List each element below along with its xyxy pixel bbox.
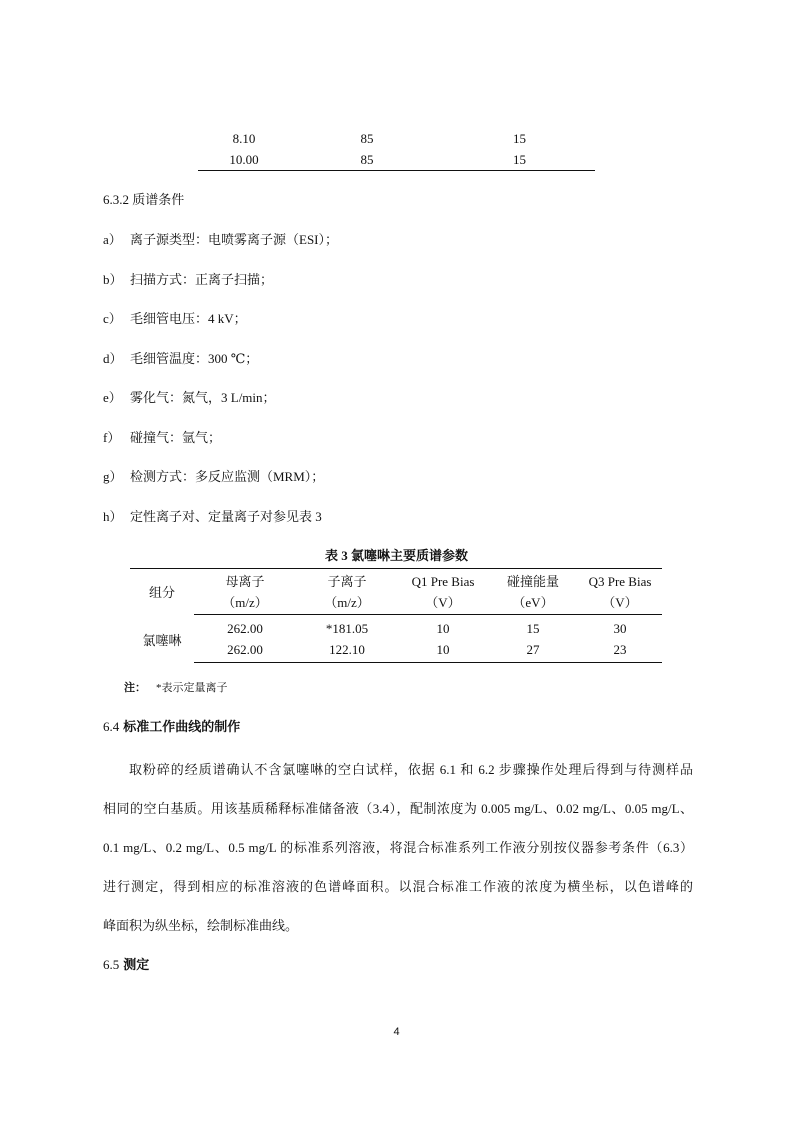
table-cell: 15 (513, 130, 526, 146)
table-cell: 27 (488, 639, 578, 663)
table-cell: 15 (526, 621, 540, 636)
column-header: 组分 (130, 569, 194, 615)
section-heading-6-5 (103, 954, 149, 973)
list-label: a） (103, 232, 122, 247)
column-unit: （V） (398, 592, 488, 615)
section-number: 6.4 (103, 719, 120, 734)
table-cell: 10.00 (198, 149, 290, 171)
column-header: Q1 Pre Bias (398, 569, 488, 593)
column-header: 碰撞能量 (488, 569, 578, 593)
list-text: 定性离子对、定量离子对参见表 3 (130, 509, 322, 524)
paragraph-line: 峰面积为纵坐标，绘制标准曲线。 (103, 918, 299, 933)
table-cell: 15 (444, 149, 595, 171)
table-header-row (130, 569, 662, 593)
component-cell: 氯噻啉 (142, 632, 182, 648)
list-text: 扫描方式：正离子扫描； (130, 272, 274, 287)
list-label: d） (103, 351, 123, 366)
list-item (103, 308, 247, 327)
list-label: e） (103, 390, 122, 405)
note-label: 注： (124, 682, 146, 694)
table-cell: 8.10 (232, 130, 256, 146)
ms-parameters-table (130, 568, 662, 663)
table-cell: *181.05 (325, 621, 369, 636)
list-item (103, 348, 258, 367)
note-text: *表示定量离子 (156, 682, 228, 694)
paragraph-line: 相同的空白基质。用该基质稀释标准储备液（3.4），配制浓度为 0.005 mg/L、0.02 mg/L、0.05 mg/L、 (103, 801, 693, 816)
section-heading-6-3-2: 6.3.2 质谱条件 (103, 192, 185, 207)
list-text: 毛细管电压：4 kV； (130, 311, 247, 326)
table-cell: 262.00 (194, 639, 296, 663)
paragraph-line: 0.1 mg/L、0.2 mg/L、0.5 mg/L 的标准系列溶液，将混合标准系列工作液分别按仪器参考条件（6.3） (103, 840, 693, 855)
table-row (198, 149, 595, 171)
table-row (130, 615, 662, 640)
list-label: f） (103, 430, 121, 445)
list-text: 检测方式：多反应监测（MRM）； (130, 469, 325, 484)
body-paragraph (103, 750, 693, 945)
column-unit: （eV） (488, 592, 578, 615)
list-item (103, 387, 276, 406)
paragraph-line: 进行测定，得到相应的标准溶液的色谱峰面积。以混合标准工作液的浓度为横坐标，以色谱峰的 (103, 879, 693, 894)
page-number: 4 (393, 1026, 400, 1038)
section-heading-6-4 (103, 716, 240, 735)
table-header-row (130, 592, 662, 615)
list-item (103, 466, 324, 485)
column-unit: （m/z） (296, 592, 398, 615)
list-item (103, 269, 273, 288)
list-label: g） (103, 469, 123, 484)
table-cell: 122.10 (296, 639, 398, 663)
column-unit: （m/z） (194, 592, 296, 615)
list-item (103, 427, 221, 446)
table-row (198, 128, 595, 149)
table-cell: 30 (613, 621, 627, 636)
section-title: 标准工作曲线的制作 (123, 719, 241, 734)
section-title: 测定 (123, 957, 150, 972)
column-header: Q3 Pre Bias (578, 569, 662, 593)
list-label: b） (103, 272, 123, 287)
table-row (130, 639, 662, 663)
paragraph-line: 取粉碎的经质谱确认不含氯噻啉的空白试样，依据 6.1 和 6.2 步骤操作处理后得到与待测样品 (129, 762, 693, 777)
list-text: 离子源类型：电喷雾离子源（ESI）； (130, 232, 339, 247)
column-unit: （V） (578, 592, 662, 615)
list-label: h） (103, 509, 123, 524)
list-text: 雾化气：氮气，3 L/min； (130, 390, 276, 405)
column-header: 子离子 (296, 569, 398, 593)
list-item (103, 229, 338, 248)
section-number: 6.5 (103, 957, 120, 972)
table-cell: 10 (398, 639, 488, 663)
gradient-table-continuation (198, 128, 595, 171)
column-header: 母离子 (194, 569, 296, 593)
table-cell: 85 (290, 149, 444, 171)
table-cell: 10 (436, 621, 450, 636)
table-note (124, 679, 228, 695)
list-item (103, 506, 322, 525)
list-label: c） (103, 311, 122, 326)
list-text: 毛细管温度：300 ℃； (130, 351, 259, 366)
table-cell: 23 (578, 639, 662, 663)
table-caption: 表 3 氯噻啉主要质谱参数 (324, 548, 468, 563)
table-cell: 85 (360, 130, 374, 146)
list-text: 碰撞气：氩气； (130, 430, 222, 445)
table-cell: 262.00 (227, 621, 263, 636)
